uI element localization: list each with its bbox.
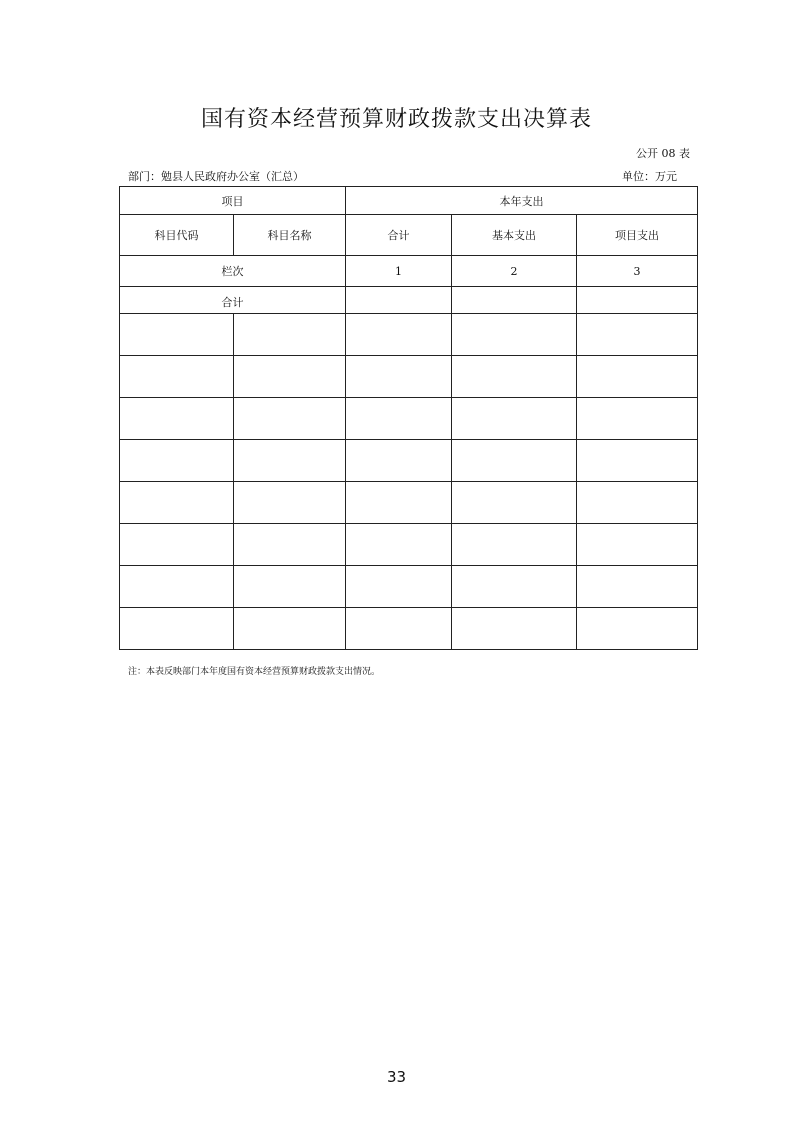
expenditure-table <box>119 186 698 650</box>
department-label: 部门：勉县人民政府办公室（汇总） <box>128 170 304 183</box>
column-number-3: 3 <box>577 256 698 287</box>
table-cell <box>346 482 452 524</box>
table-cell <box>346 440 452 482</box>
table-body <box>120 314 698 650</box>
table-cell <box>577 314 698 356</box>
total-row <box>120 287 698 314</box>
table-row <box>120 314 698 356</box>
table-cell <box>120 482 234 524</box>
table-cell <box>120 524 234 566</box>
table-cell <box>452 356 577 398</box>
table-cell <box>234 566 346 608</box>
table-cell <box>346 524 452 566</box>
table-code: 公开 08 表 <box>636 147 690 160</box>
table-cell <box>346 356 452 398</box>
table-cell <box>452 482 577 524</box>
column-number-2: 2 <box>452 256 577 287</box>
table-row <box>120 440 698 482</box>
table-cell <box>452 524 577 566</box>
table-cell <box>120 566 234 608</box>
col-total: 合计 <box>346 215 452 256</box>
document-title: 国有资本经营预算财政拨款支出决算表 <box>200 107 592 132</box>
table-cell <box>120 440 234 482</box>
table-cell <box>120 314 234 356</box>
table-cell <box>120 356 234 398</box>
table-row <box>120 566 698 608</box>
total-project-cell <box>577 287 698 314</box>
header-row-1 <box>120 187 698 215</box>
total-basic-cell <box>452 287 577 314</box>
table-cell <box>346 314 452 356</box>
table-cell <box>346 566 452 608</box>
table-cell <box>346 608 452 650</box>
total-label: 合计 <box>120 287 346 314</box>
column-number-1: 1 <box>346 256 452 287</box>
header-current-year: 本年支出 <box>346 187 698 215</box>
table-row <box>120 482 698 524</box>
column-number-row <box>120 256 698 287</box>
column-label: 栏次 <box>120 256 346 287</box>
table-cell <box>234 482 346 524</box>
table-cell <box>234 608 346 650</box>
table-cell <box>577 608 698 650</box>
table-row <box>120 398 698 440</box>
table-cell <box>452 398 577 440</box>
table-cell <box>452 608 577 650</box>
table-row <box>120 524 698 566</box>
table-cell <box>234 440 346 482</box>
unit-label: 单位：万元 <box>622 170 677 183</box>
table-cell <box>577 356 698 398</box>
col-project: 项目支出 <box>577 215 698 256</box>
col-subject-name: 科目名称 <box>234 215 346 256</box>
page-number: 33 <box>386 1068 407 1086</box>
header-row-2 <box>120 215 698 256</box>
table-cell <box>120 608 234 650</box>
table-note: 注：本表反映部门本年度国有资本经营预算财政拨款支出情况。 <box>128 667 381 677</box>
table-cell <box>577 398 698 440</box>
table-cell <box>234 356 346 398</box>
table-cell <box>346 398 452 440</box>
table-row <box>120 356 698 398</box>
total-value-cell <box>346 287 452 314</box>
table-cell <box>452 440 577 482</box>
header-item: 项目 <box>120 187 346 215</box>
table-row <box>120 608 698 650</box>
table-cell <box>577 482 698 524</box>
table-cell <box>120 398 234 440</box>
table-cell <box>234 398 346 440</box>
table-cell <box>577 440 698 482</box>
table-cell <box>452 314 577 356</box>
col-subject-code: 科目代码 <box>120 215 234 256</box>
table-cell <box>234 314 346 356</box>
table-cell <box>234 524 346 566</box>
table-cell <box>577 524 698 566</box>
table-cell <box>577 566 698 608</box>
col-basic: 基本支出 <box>452 215 577 256</box>
table-cell <box>452 566 577 608</box>
